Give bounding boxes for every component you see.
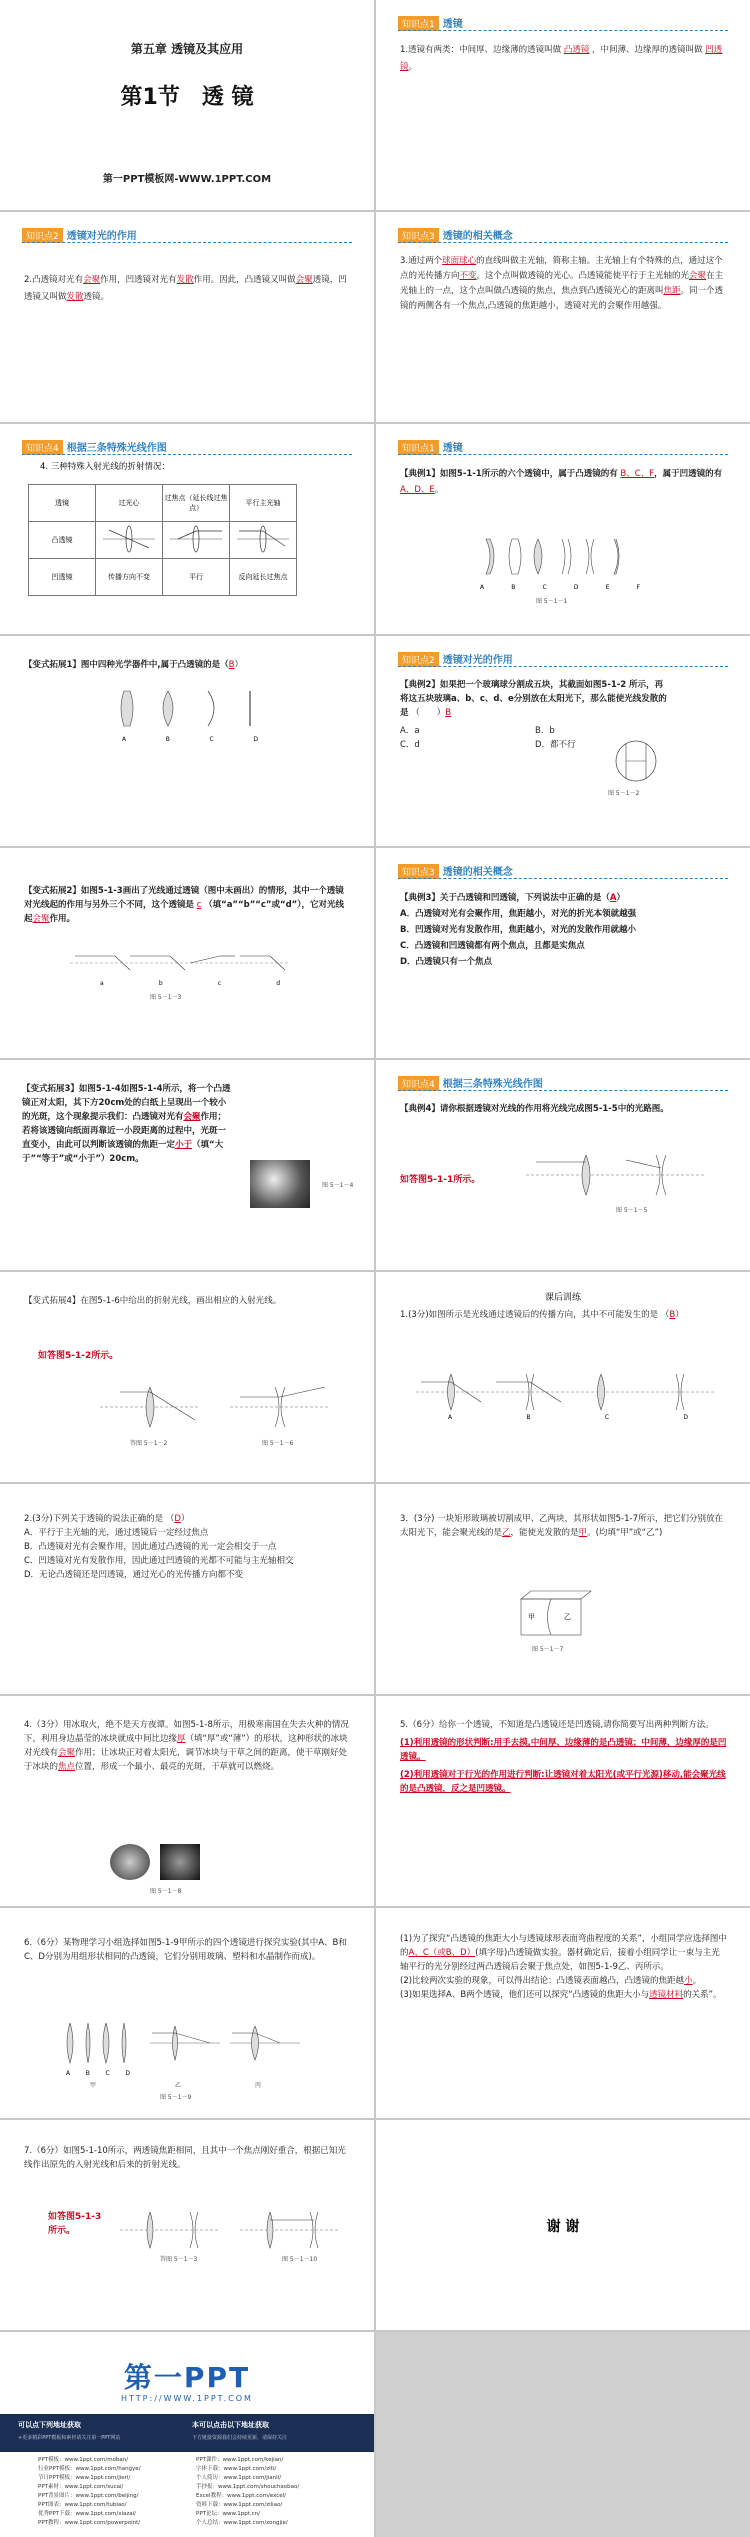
answer-text: (1)为了探究“凸透镜的焦距大小与透镜球形表面弯曲程度的关系”，小组同学应选择图中的A、C（或B、D）(填字母)凸透镜做实验。器材确定后，接着小组同学让一束与主光轴平行的光分别经过两凸透镜后会聚于焦点处，如图5-1-9乙、丙所示。 (2)比较两次实验的现象，可以得出结论：凸透镜表面越凸，凸透镜的焦距越小。 (3)如果选择A、B两个透镜，他们还可以探究“凸透镜的焦距大小与透镜材料的关系”。: [400, 1934, 727, 2000]
slide-title: [0, 0, 374, 210]
slide-exercise-2: [0, 1484, 374, 1694]
section-title: 第1节 透 镜: [120, 85, 254, 110]
figure-caption: 图 5－1－2: [608, 790, 640, 797]
ice-lens-photo: [110, 1844, 150, 1880]
divider: [22, 242, 352, 243]
option-label: A: [448, 1414, 453, 1421]
lens-label: F: [636, 584, 640, 591]
path-label: b: [158, 980, 163, 987]
section-header: [398, 436, 463, 455]
blank-slide: [376, 2332, 750, 2537]
slide-example-1: [376, 424, 750, 634]
ad-banner: [0, 2414, 374, 2452]
knowledge-tag: 知识点2: [398, 652, 439, 667]
option-b: B．凹透镜对光有发散作用，焦距越小，对光的发散作用就越小: [400, 925, 636, 935]
links-column-1: [38, 2456, 141, 2528]
link-item[interactable]: 行业PPT模板：www.1ppt.com/hangye/: [38, 2466, 141, 2472]
link-item[interactable]: 优秀PPT下载：www.1ppt.com/xiazai/: [38, 2511, 137, 2517]
lens-letters: [66, 2070, 130, 2077]
lens-label: B: [511, 584, 516, 591]
figure-caption: 图 5－1－1: [536, 598, 568, 605]
method-1: (1)利用透镜的形状判断:用手去摸,中间厚、边缘薄的是凸透镜；中间薄，边缘厚的是凹透镜。: [400, 1738, 727, 1762]
option-a: A．凸透镜对光有会聚作用，焦距越小，对光的折光本领就越强: [400, 909, 637, 919]
slide-exercise-5: [376, 1696, 750, 1906]
block-label-jia: 甲: [528, 1613, 535, 1621]
slide-exercise-4: [0, 1696, 374, 1906]
option-a: A．a: [400, 726, 420, 736]
lens-label: E: [605, 584, 610, 591]
section-header: [398, 860, 513, 879]
table-header: 过光心: [96, 485, 163, 522]
lens-label: C: [542, 584, 547, 591]
table-header: 透镜: [29, 485, 96, 522]
ray-diagram: [101, 524, 157, 554]
divider: [398, 878, 728, 879]
answer-text: 如答图5-1-2所示。: [38, 1351, 119, 1361]
question-text: 【变式拓展3】如图5-1-4如图5-1-4所示，将一个凸透镜正对太阳，其下方20cm处的白纸上呈现出一个较小的光斑，这个现象提示我们：凸透镜对光有会聚作用；若将该透镜向纸面再靠近一小段距离的过程中，光斑一直变小，由此可以判断该透镜的焦距一定小于（填“大于”“等于”或“小于”）20cm。: [22, 1084, 231, 1164]
table-header: 过焦点（延长线过焦点）: [163, 485, 230, 522]
section-header: [398, 12, 463, 31]
brand-text: 第一PPT模板网-WWW.1PPT.COM: [102, 174, 272, 185]
device-label: D: [253, 736, 258, 743]
slide-ad: [0, 2332, 374, 2537]
divider: [22, 454, 352, 455]
link-item[interactable]: PPT背景图片：www.1ppt.com/beijing/: [38, 2493, 139, 2499]
link-item[interactable]: 资料下载：www.1ppt.com/ziliao/: [196, 2502, 283, 2508]
question-text: 2.(3分)下列关于透镜的说法正确的是 （D） A．平行于主光轴的光，通过透镜后一定经过焦点 B．凸透镜对光有会聚作用，因此通过凸透镜的光一定会相交于一点 C．凹透镜对光有发散作用，因此通过凹透镜的光都不可能与主光轴相交 D．无论凸透镜还是凹透镜，通过光心的光传播方向都不变: [24, 1512, 352, 1582]
link-item[interactable]: 个人简历：www.1ppt.com/jianli/: [196, 2475, 282, 2481]
glass-ball-figure: [611, 736, 661, 786]
table-cell: 传播方向不变: [96, 559, 163, 596]
option-c: C．凹透镜对光有发散作用，因此通过凹透镜的光都不可能与主光轴相交: [24, 1556, 294, 1566]
question-text: 4.（3分）用冰取火，绝不是天方夜谭。如图5-1-8所示，用极寒南国在失去火种的情况下，利用身边晶莹的冰块就成中间比边缘厚（填“厚”或“薄”）的形状，这种形状的冰块对光线有会聚作用；让冰块正对着太阳光，调节冰块与干草之间的距离，使干草刚好处于冰块的焦点位置，形成一个最小、最亮的光斑，干草就可以燃烧。: [24, 1720, 349, 1772]
intro-text: 4. 三种特殊入射光线的折射情况：: [40, 462, 170, 472]
option-b: B．b: [535, 726, 555, 736]
slide-thanks: [376, 2120, 750, 2330]
knowledge-title: 透镜: [442, 443, 463, 454]
col2-sub: 下方链接资源我们会持续更新，请保持关注: [192, 2435, 288, 2441]
link-item[interactable]: 个人总结：www.1ppt.com/zongjie/: [196, 2520, 288, 2526]
logo-text: 第一PPT: [123, 2361, 251, 2394]
answer-text: 如答图5-1-3所示。: [48, 2212, 102, 2236]
lens-label: B: [85, 2070, 90, 2077]
slide-exercise-7: [0, 2120, 374, 2330]
method-2: (2)利用透镜对于行光的作用进行判断:让透镜对着太阳光(或平行光源)移动,能会聚光线的是凸透镜，反之是凹透镜。: [400, 1770, 726, 1794]
device-label: B: [165, 736, 170, 743]
link-item[interactable]: PPT课件：www.1ppt.com/kejian/: [196, 2457, 284, 2463]
slide-knowledge-2: [0, 212, 374, 422]
slide-variant-3: [0, 1060, 374, 1270]
knowledge-title: 透镜的相关概念: [442, 867, 513, 878]
question-text: 3．(3分) 一块矩形玻璃被切割成甲、乙两块，其形状如图5-1-7所示，把它们分别放在太阳光下，能会聚光线的是乙，能使光发散的是甲。(均填“甲”或“乙”): [400, 1514, 724, 1538]
link-item[interactable]: 节日PPT模板：www.1ppt.com/jieri/: [38, 2475, 131, 2481]
knowledge-tag: 知识点3: [398, 228, 439, 243]
slide-exercise-3: [376, 1484, 750, 1694]
option-c: C．d: [400, 740, 420, 750]
ray-figure: [526, 1150, 706, 1200]
knowledge-title: 透镜对光的作用: [66, 231, 137, 242]
lens-label: D: [573, 584, 579, 591]
col2-title: 本可以点击以下地址获取: [192, 2421, 269, 2429]
option-label: C: [604, 1414, 610, 1421]
option-c: C．凸透镜和凹透镜都有两个焦点，且都是实焦点: [400, 941, 585, 951]
option-label: D: [683, 1414, 688, 1421]
link-item[interactable]: Excel教程：www.1ppt.com/excel/: [196, 2493, 287, 2499]
question-text: 【变式拓展4】在图5-1-6中给出的折射光线，画出相应的入射光线。: [24, 1296, 282, 1306]
link-item[interactable]: PPT教程：www.1ppt.com/powerpoint/: [38, 2520, 141, 2526]
slide-knowledge-4: [0, 424, 374, 634]
link-item[interactable]: PPT素材：www.1ppt.com/sucai/: [38, 2484, 124, 2490]
lens-label: C: [105, 2070, 110, 2077]
slide-text: 3.通过两个球面球心的直线叫做主光轴，简称主轴。主光轴上有个特殊的点，通过这个点的光传播方向不变，这个点叫做透镜的光心。凸透镜能使平行于主光轴的光会聚在主光轴上的一点，这个点叫做凸透镜的焦点，焦点到凸透镜光心的距离叫焦距。同一个透镜的两侧各有一个焦点,凸透镜的焦距越小，透镜对光的会聚作用越强。: [400, 256, 724, 311]
knowledge-tag: 知识点3: [398, 864, 439, 879]
question-text: 1.(3分)如图所示是光线通过透镜后的传播方向，其中不可能发生的是 （B）: [400, 1310, 684, 1320]
slide-variant-4: [0, 1272, 374, 1482]
path-label: c: [217, 980, 222, 987]
device-letters: [122, 736, 258, 743]
optics-figure: [110, 686, 270, 736]
question-text: 【变式拓展1】图中四种光学器件中,属于凸透镜的是（B）: [24, 660, 244, 670]
question-text: 【典例4】请你根据透镜对光线的作用将光线完成图5-1-5中的光路图。: [400, 1104, 669, 1114]
knowledge-title: 根据三条特殊光线作图: [66, 443, 167, 454]
question-text: 7.（6分）如图5-1-10所示，两透镜焦距相同，且其中一个焦点刚好重合，根据已知光线作出原先的入射光线和后来的折射光线。: [24, 2146, 346, 2170]
table-cell: [163, 522, 230, 559]
col1-title: 可以点下列地址获取: [18, 2421, 81, 2429]
divider: [398, 454, 728, 455]
slide-example-4: [376, 1060, 750, 1270]
lens-letters: [480, 584, 640, 591]
device-label: A: [122, 736, 127, 743]
table-cell: 凸透镜: [29, 522, 96, 559]
section-header: [398, 224, 513, 243]
link-item[interactable]: PPT图表：www.1ppt.com/tubiao/: [38, 2502, 127, 2508]
lens-label: A: [66, 2070, 71, 2077]
option-d: D．无论凸透镜还是凹透镜，通过光心的光传播方向都不变: [24, 1570, 244, 1580]
figure-caption: 图 5－1－8: [150, 1888, 182, 1895]
exercise-figure: [416, 1372, 716, 1412]
knowledge-tag: 知识点2: [22, 228, 63, 243]
question-text: 【典例3】关于凸透镜和凹透镜，下列说法中正确的是（A） A．凸透镜对光有会聚作用，焦距越小，对光的折光本领就越强 B．凹透镜对光有发散作用，焦距越小，对光的发散作用就越小 C．凸透镜和凹透镜都有两个焦点，且都是实焦点 D．凸透镜只有一个焦点: [400, 890, 728, 970]
table-cell: 反向延长过焦点: [230, 559, 297, 596]
sun-lens-photo: [250, 1160, 310, 1208]
knowledge-tag: 知识点1: [398, 16, 439, 31]
option-b: B．凸透镜对光有会聚作用，因此通过凸透镜的光一定会相交于一点: [24, 1542, 277, 1552]
caption-yi: 乙: [175, 2082, 182, 2089]
figure-caption: 图 5－1－7: [532, 1646, 564, 1653]
question-text: 6.（6分）某物理学习小组选择如图5-1-9甲所示的四个透镜进行探究实验(其中A、B和C、D分别为用组形状相同的凸透镜，它们分别用玻璃、塑料和水晶制作而成)。: [24, 1938, 347, 1962]
table-cell: 凹透镜: [29, 559, 96, 596]
option-label: B: [526, 1414, 531, 1421]
question-text: [400, 1718, 728, 1796]
slide-example-2: [376, 636, 750, 846]
divider: [398, 666, 728, 667]
knowledge-title: 透镜: [442, 19, 463, 30]
slide-knowledge-3: [376, 212, 750, 422]
table-cell: [230, 522, 297, 559]
figure-caption: 图 5－1－5: [616, 1207, 648, 1214]
figure-caption: 图 5－1－9: [160, 2094, 192, 2101]
answer-figure-caption: 答图 5－1－2: [130, 1440, 168, 1447]
caption-jia: 甲: [90, 2082, 97, 2089]
knowledge-title: 透镜对光的作用: [442, 655, 513, 666]
divider: [398, 30, 728, 31]
thanks-text: 谢 谢: [546, 2219, 580, 2235]
option-a: A．平行于主光轴的光，通过透镜后一定经过焦点: [24, 1528, 209, 1538]
site-url: HTTP://WWW.1PPT.COM: [121, 2394, 253, 2403]
lens-label: D: [125, 2070, 130, 2077]
caption-bing: 丙: [255, 2082, 262, 2089]
figure-caption: 图 5－1－4: [322, 1182, 354, 1189]
section-header: [398, 1072, 543, 1091]
figure-caption: 图 5－1－6: [262, 1440, 294, 1447]
lens-experiment-figure: [60, 2018, 300, 2068]
table-cell: 平行: [163, 559, 230, 596]
link-item[interactable]: 字体下载：www.1ppt.com/ziti/: [196, 2466, 277, 2472]
question-text: 【典例2】如果把一个玻璃球分割成五块，其截面如图5-1-2 所示，再将这五块玻璃a、b、c、d、e分别放在太阳光下，那么能使光线发散的是 （ ）B A．a B．b C．d D．都不行: [400, 678, 670, 752]
slide-knowledge-1: [376, 0, 750, 210]
knowledge-title: 透镜的相关概念: [442, 231, 513, 242]
path-label: d: [276, 980, 280, 987]
section-header: [22, 224, 137, 243]
section-header: [22, 436, 167, 455]
knowledge-tag: 知识点4: [398, 1076, 439, 1091]
figure-caption: 图 5－1－3: [150, 994, 182, 1001]
fire-photo: [160, 1844, 200, 1880]
links-column-2: [196, 2456, 299, 2528]
divider: [398, 1090, 728, 1091]
col1-sub: +更多精彩PPT模板和素材请关注第一PPT网站: [18, 2435, 121, 2441]
knowledge-tag: 知识点4: [22, 440, 63, 455]
slide-exercise-1: [376, 1272, 750, 1482]
table-cell: [96, 522, 163, 559]
slide-text: 2.凸透镜对光有会聚作用，凹透镜对光有发散作用。因此，凸透镜又叫做会聚透镜，凹透镜又叫做发散透镜。: [24, 275, 347, 302]
knowledge-title: 根据三条特殊光线作图: [442, 1079, 543, 1090]
option-d: D．都不行: [535, 740, 576, 750]
slide-variant-2: [0, 848, 374, 1058]
slide-exercise-6-answers: [376, 1908, 750, 2118]
refraction-figure: [100, 1382, 330, 1432]
link-item[interactable]: PPT论坛：www.1ppt.cn/: [196, 2511, 260, 2517]
option-d: D．凸透镜只有一个焦点: [400, 957, 493, 967]
path-letters: [100, 980, 280, 987]
lens-figure: [476, 534, 636, 584]
question-text: 【典例1】如图5-1-1所示的六个透镜中，属于凸透镜的有 B、C、F，属于凹透镜的有 A、D、E。: [400, 469, 723, 495]
knowledge-tag: 知识点1: [398, 440, 439, 455]
path-label: a: [100, 980, 104, 987]
rays-table: [28, 484, 297, 596]
link-item[interactable]: PPT模板：www.1ppt.com/moban/: [38, 2457, 129, 2463]
ray-diagram: [235, 524, 291, 554]
question-text: 【变式拓展2】如图5-1-3画出了光线通过透镜（图中未画出）的情形，其中一个透镜对光线起的作用与另外三个不同，这个透镜是 c （填“a”“b”“c”或“d”），它对光线起会聚作用。: [24, 886, 344, 924]
section-header: [398, 648, 513, 667]
divider: [398, 242, 728, 243]
option-letters: [448, 1414, 688, 1421]
slide-exercise-6: [0, 1908, 374, 2118]
figure-caption: 图 5－1－10: [282, 2256, 318, 2263]
table-header: 平行主光轴: [230, 485, 297, 522]
lens-pair-figure: [120, 2210, 340, 2250]
answer-text: 如答图5-1-1所示。: [400, 1175, 481, 1185]
exercise-title: 课后训练: [544, 1293, 581, 1303]
link-item[interactable]: 手抄报：www.1ppt.com/shouchaobao/: [196, 2484, 300, 2490]
ray-diagram: [168, 524, 224, 554]
slide-example-3: [376, 848, 750, 1058]
slide-text: 1.透镜有两类：中间厚、边缘薄的透镜叫做 凸透镜 ，中间薄、边缘厚的透镜叫做 凹透镜。: [400, 45, 723, 72]
slide-variant-1: [0, 636, 374, 846]
device-label: C: [209, 736, 214, 743]
question-stem: 5.（6分）给你一个透镜，不知道是凸透镜还是凹透镜,请你简要写出两种判断方法。: [400, 1720, 714, 1730]
chapter-title: 第五章 透镜及其应用: [130, 42, 244, 56]
answer-figure-caption: 答图 5－1－3: [160, 2256, 198, 2263]
lens-label: A: [480, 584, 485, 591]
block-label-yi: 乙: [564, 1613, 571, 1621]
light-paths-figure: [70, 948, 290, 978]
